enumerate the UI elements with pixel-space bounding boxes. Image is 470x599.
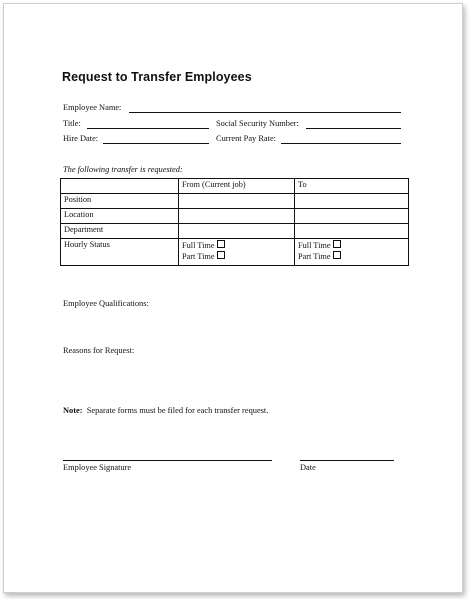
from-full-time-checkbox[interactable] xyxy=(217,240,225,248)
table-header-blank xyxy=(61,179,179,194)
to-part-time-label: Part Time xyxy=(298,252,331,261)
date-line[interactable] xyxy=(300,460,394,461)
from-part-time-label: Part Time xyxy=(182,252,215,261)
qualifications-label: Employee Qualifications: xyxy=(63,299,149,308)
hourly-status-to-cell xyxy=(295,239,409,266)
hire-date-label: Hire Date: xyxy=(63,134,99,143)
location-from-cell[interactable] xyxy=(179,209,295,224)
employee-name-label: Employee Name: xyxy=(63,103,122,112)
transfer-table xyxy=(60,178,409,266)
department-from-cell[interactable] xyxy=(179,224,295,239)
department-to-cell[interactable] xyxy=(295,224,409,239)
from-full-time-option[interactable] xyxy=(182,240,291,251)
location-to-cell[interactable] xyxy=(295,209,409,224)
document-page xyxy=(3,3,463,593)
position-to-cell[interactable] xyxy=(295,194,409,209)
hourly-status-from-cell xyxy=(179,239,295,266)
to-full-time-checkbox[interactable] xyxy=(333,240,341,248)
to-part-time-checkbox[interactable] xyxy=(333,251,341,259)
row-label-hourly-status: Hourly Status xyxy=(61,239,179,266)
date-label: Date xyxy=(300,463,316,472)
form-title: Request to Transfer Employees xyxy=(62,70,252,84)
note xyxy=(63,406,268,415)
to-full-time-option[interactable] xyxy=(298,240,405,251)
from-part-time-option[interactable] xyxy=(182,251,291,262)
reasons-label: Reasons for Request: xyxy=(63,346,135,355)
ssn-field[interactable] xyxy=(306,128,401,129)
table-row xyxy=(61,224,409,239)
table-header-from: From (Current job) xyxy=(179,179,295,194)
transfer-caption: The following transfer is requested: xyxy=(63,165,183,174)
ssn-label: Social Security Number: xyxy=(216,119,299,128)
table-row xyxy=(61,239,409,266)
from-part-time-checkbox[interactable] xyxy=(217,251,225,259)
row-label-location: Location xyxy=(61,209,179,224)
employee-name-field[interactable] xyxy=(129,112,401,113)
table-header-row xyxy=(61,179,409,194)
to-full-time-label: Full Time xyxy=(298,241,331,250)
title-field[interactable] xyxy=(87,128,209,129)
row-label-position: Position xyxy=(61,194,179,209)
table-row xyxy=(61,194,409,209)
note-label: Note: xyxy=(63,406,83,415)
to-part-time-option[interactable] xyxy=(298,251,405,262)
title-label: Title: xyxy=(63,119,81,128)
table-header-to: To xyxy=(295,179,409,194)
current-pay-rate-field[interactable] xyxy=(281,143,401,144)
current-pay-rate-label: Current Pay Rate: xyxy=(216,134,277,143)
hire-date-field[interactable] xyxy=(103,143,209,144)
employee-signature-line[interactable] xyxy=(63,460,272,461)
from-full-time-label: Full Time xyxy=(182,241,215,250)
employee-signature-label: Employee Signature xyxy=(63,463,132,472)
table-row xyxy=(61,209,409,224)
position-from-cell[interactable] xyxy=(179,194,295,209)
note-text: Separate forms must be filed for each transfer request. xyxy=(86,406,269,415)
row-label-department: Department xyxy=(61,224,179,239)
